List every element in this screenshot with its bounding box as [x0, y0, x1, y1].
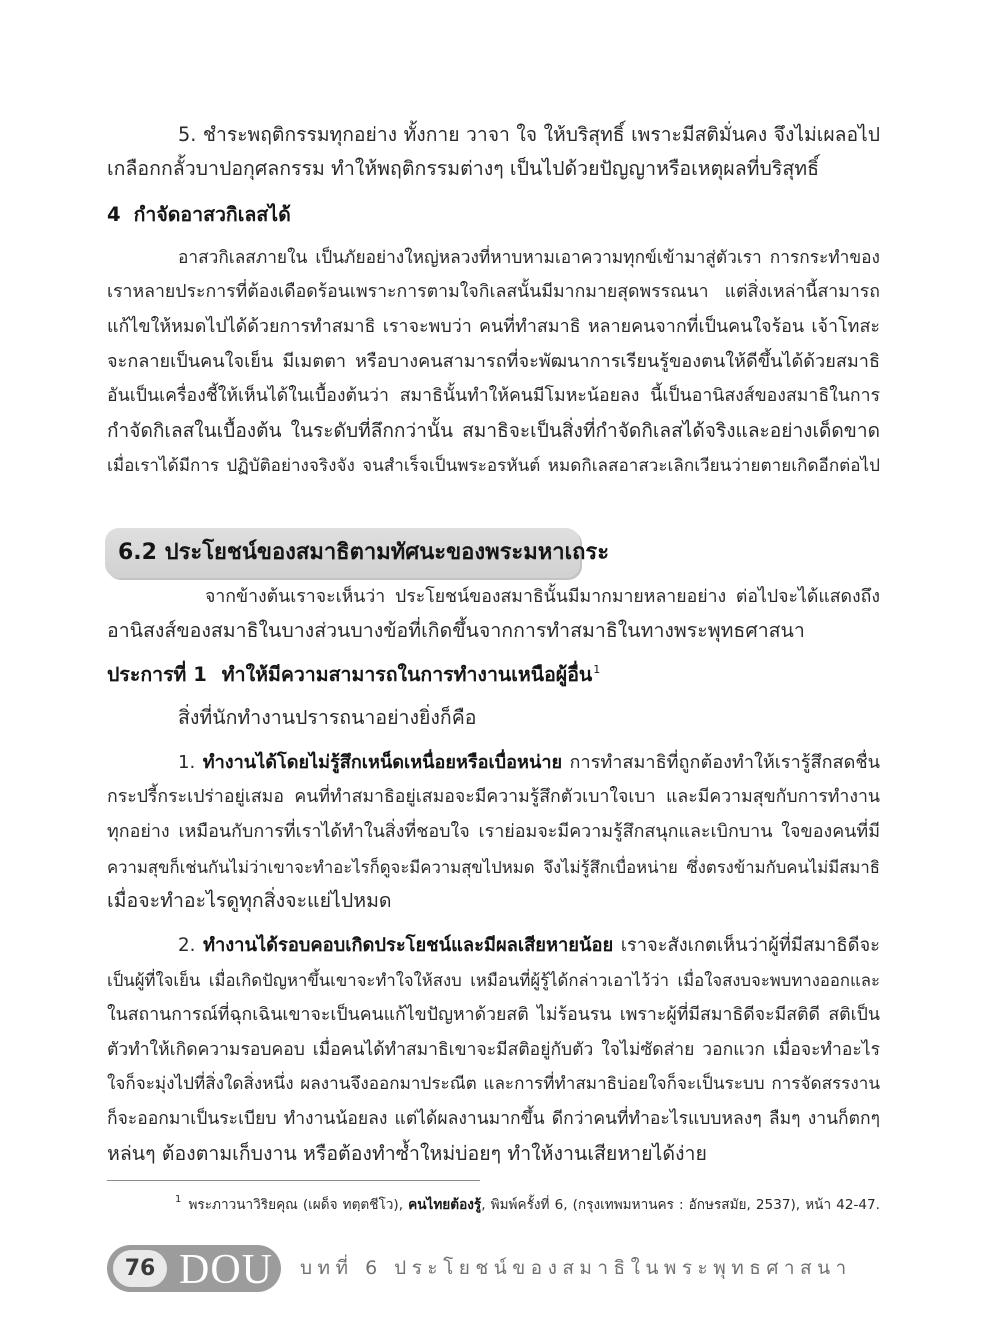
asava-paragraph: [107, 241, 880, 484]
point-title: ทำให้มีความสามารถในการทำงานเหนือผู้อื่น: [221, 662, 593, 686]
footnote: [175, 1193, 880, 1217]
paragraph-line: แก้ไขให้หมดไปได้ด้วยการทำสมาธิ เราจะพบว่า คนที่ทำสมาธิ หลายคนจากที่เป็นคนใจร้อน เจ้าโทสะ: [107, 315, 880, 337]
footnote-details: , พิมพ์ครั้งที่ 6, (กรุงเทพมหานคร : อักษรสมัย, 2537), หน้า 42-47.: [481, 1197, 880, 1213]
footnote-reference: 1: [593, 662, 601, 676]
footnote-author: พระภาวนาวิริยคุณ (เผด็จ ทตฺตชีโว),: [188, 1197, 404, 1213]
paragraph-line: จะกลายเป็นคนใจเย็น มีเมตตา หรือบางคนสามารถที่จะพัฒนาการเรียนรู้ของตนให้ดีขึ้นได้ด้วยสมาธิ: [107, 350, 880, 372]
bold-phrase: ทำงานได้โดยไม่รู้สึกเหน็ดเหนื่อยหรือเบื่อหน่าย: [202, 751, 563, 773]
benefit-1-paragraph: [107, 746, 880, 919]
paragraph-line: สิ่งที่นักทำงานปรารถนาอย่างยิ่งก็คือ: [178, 705, 477, 729]
intro-paragraph: [107, 580, 880, 649]
paragraph-line: เมื่อจะทำอะไรดูทุกสิ่งจะแย่ไปหมด: [107, 889, 392, 913]
page-footer-badge: [107, 1245, 281, 1292]
chapter-title-footer: บทที่ 6 ประโยชน์ของสมาธิในพระพุทธศาสนา: [300, 1257, 852, 1279]
paragraph-line: [107, 929, 880, 964]
paragraph-line: ตัวทำให้เกิดความรอบคอบ เมื่อคนได้ทำสมาธิเขาจะมีสติอยู่กับตัว ใจไม่ซัดส่าย วอกแวก เมื่อจะทำอะไร: [107, 1039, 880, 1060]
page-number: 76: [113, 1250, 167, 1287]
dou-logo: DOU: [179, 1247, 273, 1293]
bold-phrase: ทำงานได้รอบคอบเกิดประโยชน์และมีผลเสียหายน้อย: [202, 934, 614, 956]
item-5-paragraph: [107, 118, 880, 187]
paragraph-line: เมื่อเราได้มีการ ปฏิบัติอย่างจริงจัง จนสำเร็จเป็นพระอรหันต์ หมดกิเลสอาสวะเลิกเวียนว่ายตายเกิดอีกต่อไป: [107, 455, 880, 476]
subsection-heading: [107, 198, 880, 233]
point-label: ประการที่ 1: [107, 662, 207, 686]
paragraph-line: ใจก็จะมุ่งไปที่สิ่งใดสิ่งหนึ่ง ผลงานจึงออกมาประณีต และการที่ทำสมาธิบ่อยใจก็จะเป็นระบบ การจัดสรรงาน: [107, 1074, 880, 1095]
paragraph-line: 5. ชำระพฤติกรรมทุกอย่าง ทั้งกาย วาจา ใจ ให้บริสุทธิ์ เพราะมีสติมั่นคง จึงไม่เผลอไป: [178, 122, 880, 146]
paragraph-line: อันเป็นเครื่องชี้ให้เห็นได้ในเบื้องต้นว่า สมาธินั้นทำให้คนมีโมหะน้อยลง นี้เป็นอานิสงส์ของสมาธิในการ: [107, 386, 880, 407]
benefit-2-paragraph: [107, 929, 880, 1172]
footnote-marker: 1: [175, 1194, 182, 1205]
point-heading: [107, 658, 880, 693]
paragraph-line: ความสุขก็เช่นกันไม่ว่าเขาจะทำอะไรก็ดูจะมีความสุขไปหมด จึงไม่รู้สึกเบื่อหน่าย ซึ่งตรงข้ามกับคนไม่มีสมาธิ: [107, 856, 880, 877]
paragraph-text: การทำสมาธิที่ถูกต้องทำให้เรารู้สึกสดชื่น: [569, 751, 880, 773]
section-title: 6.2 ประโยชน์ของสมาธิตามทัศนะของพระมหาเถระ: [118, 540, 610, 565]
section-heading-banner: [105, 528, 610, 578]
paragraph-line: จากข้างต้นเราจะเห็นว่า ประโยชน์ของสมาธินั้นมีมากมายหลายอย่าง ต่อไปจะได้แสดงถึง: [205, 586, 880, 607]
paragraph-line: กระปรี้กระเปร่าอยู่เสมอ คนที่ทำสมาธิอยู่เสมอจะมีความรู้สึกตัวเบาใจเบา และมีความสุขกับการทำงาน: [107, 787, 880, 808]
item-number: 2.: [178, 934, 196, 956]
paragraph-line: อาสวกิเลสภายใน เป็นภัยอย่างใหญ่หลวงที่หาบหามเอาความทุกข์เข้ามาสู่ตัวเรา การกระทำของ: [178, 247, 880, 268]
paragraph-line: หล่นๆ ต้องตามเก็บงาน หรือต้องทำซ้ำใหม่บ่อยๆ ทำให้งานเสียหายได้ง่าย: [107, 1141, 707, 1165]
paragraph-line: อานิสงส์ของสมาธิในบางส่วนบางข้อที่เกิดขึ้นจากการทำสมาธิในทางพระพุทธศาสนา: [107, 619, 805, 643]
subsection-number: 4: [107, 202, 121, 226]
item-number: 1.: [178, 751, 196, 773]
paragraph-line: เราหลายประการที่ต้องเดือดร้อนเพราะการตามใจกิเลสนั้นมีมากมายสุดพรรณนา แต่สิ่งเหล่านี้สามารถ: [107, 282, 880, 303]
paragraph-line: เกลือกกลั้วบาปอกุศลกรรม ทำให้พฤติกรรมต่างๆ เป็นไปด้วยปัญญาหรือเหตุผลที่บริสุทธิ์: [107, 157, 820, 181]
paragraph-line: [107, 746, 880, 781]
paragraph-line: ก็จะออกมาเป็นระเบียบ ทำงานน้อยลง แต่ได้ผลงานมากขึ้น ดีกว่าคนที่ทำอะไรแบบหลงๆ ลืมๆ งานก็ตกๆ: [107, 1109, 880, 1130]
paragraph-line: กำจัดกิเลสในเบื้องต้น ในระดับที่ลึกกว่านั้น สมาธิจะเป็นสิ่งที่กำจัดกิเลสได้จริงและอย่างเด็ดขาด: [107, 419, 880, 443]
paragraph-line: เป็นผู้ที่ใจเย็น เมื่อเกิดปัญหาขึ้นเขาจะทำใจให้สงบ เหมือนที่ผู้รู้ได้กล่าวเอาไว้ว่า เมื่อใจสงบจะพบทางออกและ: [107, 970, 880, 991]
paragraph-line: ในสถานการณ์ที่ฉุกเฉินเขาจะเป็นคนแก้ไขปัญหาด้วยสติ ไม่ร้อนรน เพราะผู้ที่มีสมาธิดีจะมีสติดี สติเป็น: [107, 1004, 880, 1025]
paragraph-text: เราจะสังเกตเห็นว่าผู้ที่มีสมาธิดีจะ: [620, 934, 880, 956]
subsection-title: กำจัดอาสวกิเลสได้: [133, 202, 291, 226]
paragraph-line: ทุกอย่าง เหมือนกับการที่เราได้ทำในสิ่งที่ชอบใจ เราย่อมจะมีความรู้สึกสนุกและเบิกบาน ใจของคนที่มี: [107, 820, 880, 842]
lead-paragraph: [107, 701, 880, 736]
footnote-divider: [107, 1180, 480, 1181]
footnote-book-title: คนไทยต้องรู้: [408, 1197, 482, 1213]
